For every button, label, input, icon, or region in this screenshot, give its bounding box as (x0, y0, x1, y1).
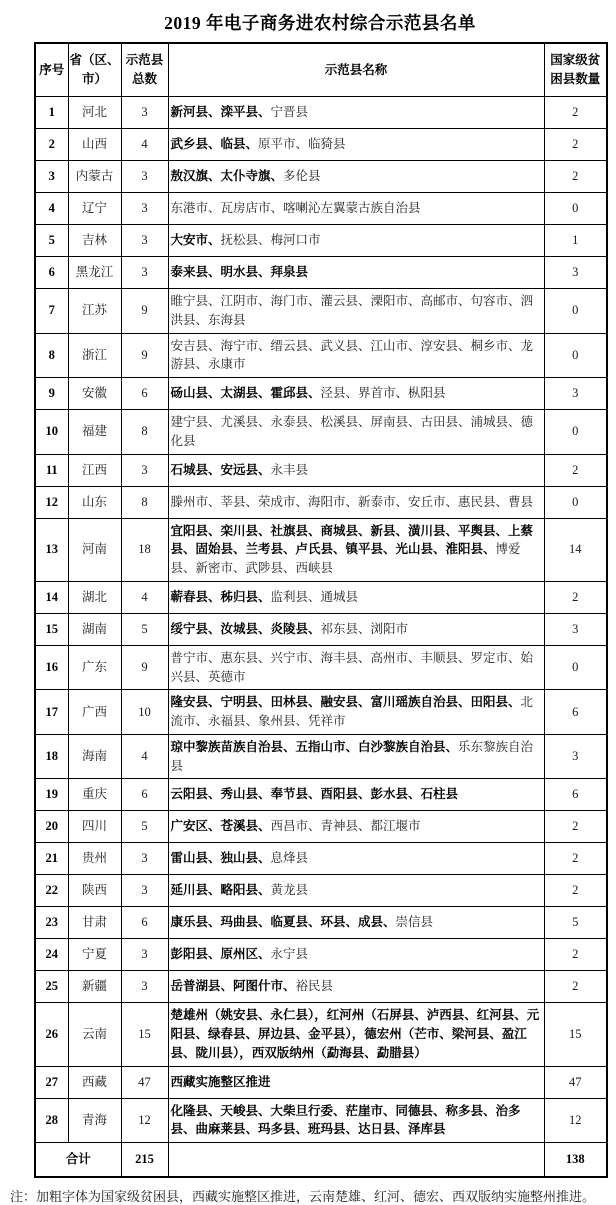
row-county-total: 3 (121, 875, 168, 907)
row-county-total: 9 (121, 645, 168, 690)
row-county-names (168, 939, 544, 971)
table-row (35, 129, 607, 161)
row-serial-number: 13 (35, 518, 68, 581)
row-county-names (168, 971, 544, 1003)
row-province: 甘肃 (68, 907, 121, 939)
header-poverty-count: 国家级贫困县数量 (544, 43, 607, 97)
table-row (35, 97, 607, 129)
row-county-names (168, 518, 544, 581)
row-county-total: 3 (121, 971, 168, 1003)
table-row (35, 161, 607, 193)
row-province: 浙江 (68, 333, 121, 378)
table-row (35, 779, 607, 811)
row-county-names (168, 1003, 544, 1066)
row-poverty-count: 6 (544, 690, 607, 735)
row-serial-number: 1 (35, 97, 68, 129)
regular-county-names: 西昌市、青神县、都江堰市 (270, 819, 421, 834)
row-province: 湖南 (68, 613, 121, 645)
row-poverty-count: 2 (544, 454, 607, 486)
row-poverty-count: 12 (544, 1098, 607, 1143)
demonstration-county-table (34, 42, 608, 1178)
row-poverty-count: 0 (544, 193, 607, 225)
row-serial-number: 5 (35, 225, 68, 257)
regular-county-names: 原平市、临猗县 (258, 137, 346, 152)
row-province: 贵州 (68, 843, 121, 875)
header-county-names: 示范县名称 (168, 43, 544, 97)
poverty-county-names: 广安区、苍溪县、 (170, 819, 271, 834)
poverty-county-names: 石城县、安远县、 (170, 462, 271, 477)
row-serial-number: 12 (35, 486, 68, 518)
row-poverty-count: 2 (544, 97, 607, 129)
row-province: 四川 (68, 811, 121, 843)
row-county-total: 8 (121, 410, 168, 455)
table-row (35, 486, 607, 518)
regular-county-names: 建宁县、尤溪县、永泰县、松溪县、屏南县、古田县、浦城县、德化县 (170, 415, 534, 448)
row-serial-number: 20 (35, 811, 68, 843)
row-province: 陕西 (68, 875, 121, 907)
table-row (35, 690, 607, 735)
table-row (35, 410, 607, 455)
table-row (35, 875, 607, 907)
row-province: 宁夏 (68, 939, 121, 971)
poverty-county-names: 延川县、略阳县、 (170, 883, 271, 898)
regular-county-names: 普宁市、惠东县、兴宁市、海丰县、高州市、丰顺县、罗定市、始兴县、英德市 (170, 650, 534, 684)
row-county-total: 47 (121, 1066, 168, 1098)
row-serial-number: 17 (35, 690, 68, 735)
poverty-county-names: 雷山县、独山县、 (170, 851, 271, 866)
table-row (35, 645, 607, 690)
row-province: 江西 (68, 454, 121, 486)
row-poverty-count: 1 (544, 225, 607, 257)
table-row (35, 225, 607, 257)
row-county-names (168, 454, 544, 486)
row-poverty-count: 0 (544, 645, 607, 690)
table-row (35, 518, 607, 581)
poverty-county-names: 彭阳县、原州区、 (170, 947, 271, 962)
table-row (35, 939, 607, 971)
row-county-total: 4 (121, 581, 168, 613)
row-county-total: 9 (121, 333, 168, 378)
row-county-names (168, 161, 544, 193)
regular-county-names: 北流市、永福县、象州县、凭祥市 (170, 695, 534, 728)
row-poverty-count: 2 (544, 971, 607, 1003)
row-serial-number: 4 (35, 193, 68, 225)
regular-county-names: 裕民县 (295, 979, 334, 994)
row-serial-number: 2 (35, 129, 68, 161)
row-county-names (168, 645, 544, 690)
row-county-total: 3 (121, 257, 168, 289)
row-province: 山东 (68, 486, 121, 518)
row-poverty-count: 47 (544, 1066, 607, 1098)
row-serial-number: 18 (35, 734, 68, 779)
row-county-names (168, 378, 544, 410)
row-county-total: 5 (121, 613, 168, 645)
table-row (35, 257, 607, 289)
row-county-names (168, 257, 544, 289)
row-county-total: 5 (121, 811, 168, 843)
summary-label: 合计 (35, 1143, 121, 1178)
row-serial-number: 11 (35, 454, 68, 486)
summary-poverty-count: 138 (544, 1143, 607, 1178)
poverty-county-names: 武乡县、临县、 (170, 137, 259, 152)
poverty-county-names: 楚雄州（姚安县、永仁县），红河州（石屏县、泸西县、红河县、元阳县、绿春县、屏边县、金平县），德宏州（芒市、梁河县、盈江县、陇川县），西双版纳州（勐海县、勐腊县） (170, 1008, 540, 1060)
row-serial-number: 15 (35, 613, 68, 645)
regular-county-names: 安吉县、海宁市、缙云县、武义县、江山市、淳安县、桐乡市、龙游县、永康市 (170, 338, 534, 372)
row-serial-number: 8 (35, 333, 68, 378)
table-header-row (35, 43, 607, 97)
row-county-names (168, 486, 544, 518)
row-county-names (168, 907, 544, 939)
regular-county-names: 滕州市、莘县、荣成市、海阳市、新泰市、安丘市、惠民县、曹县 (170, 494, 534, 509)
summary-total: 215 (121, 1143, 168, 1178)
regular-county-names: 多伦县 (283, 169, 321, 184)
row-province: 广西 (68, 690, 121, 735)
row-poverty-count: 2 (544, 811, 607, 843)
row-poverty-count: 0 (544, 486, 607, 518)
regular-county-names: 息烽县 (270, 851, 309, 866)
row-province: 安徽 (68, 378, 121, 410)
row-county-total: 3 (121, 193, 168, 225)
footnote: 注：加粗字体为国家级贫困县，西藏实施整区推进，云南楚雄、红河、德宏、西双版纳实施整州推进。 (10, 1189, 596, 1204)
poverty-county-names: 新河县、滦平县、 (170, 105, 271, 120)
row-county-total: 3 (121, 225, 168, 257)
header-county-total: 示范县总数 (121, 43, 168, 97)
row-county-total: 3 (121, 97, 168, 129)
row-serial-number: 9 (35, 378, 68, 410)
row-county-names (168, 225, 544, 257)
row-province: 福建 (68, 410, 121, 455)
table-row (35, 581, 607, 613)
summary-counties-empty (168, 1143, 544, 1178)
table-row (35, 193, 607, 225)
regular-county-names: 宁晋县 (270, 105, 309, 120)
row-serial-number: 21 (35, 843, 68, 875)
table-row (35, 378, 607, 410)
row-province: 云南 (68, 1003, 121, 1066)
row-serial-number: 14 (35, 581, 68, 613)
regular-county-names: 抚松县、梅河口市 (220, 233, 321, 248)
row-province: 江苏 (68, 289, 121, 334)
row-poverty-count: 14 (544, 518, 607, 581)
row-province: 吉林 (68, 225, 121, 257)
row-province: 广东 (68, 645, 121, 690)
table-row (35, 454, 607, 486)
row-province: 黑龙江 (68, 257, 121, 289)
table-row (35, 1098, 607, 1143)
row-county-names (168, 843, 544, 875)
row-county-names (168, 613, 544, 645)
row-province: 青海 (68, 1098, 121, 1143)
row-serial-number: 7 (35, 289, 68, 334)
row-province: 内蒙古 (68, 161, 121, 193)
row-poverty-count: 3 (544, 613, 607, 645)
row-county-total: 15 (121, 1003, 168, 1066)
row-poverty-count: 2 (544, 875, 607, 907)
regular-county-names: 博爱县、新密市、武陟县、西峡县 (170, 542, 521, 575)
regular-county-names: 泾县、界首市、枞阳县 (320, 386, 446, 401)
row-province: 辽宁 (68, 193, 121, 225)
row-serial-number: 28 (35, 1098, 68, 1143)
row-province: 西藏 (68, 1066, 121, 1098)
regular-county-names: 睢宁县、江阴市、海门市、灌云县、溧阳市、高邮市、句容市、泗洪县、东海县 (170, 294, 534, 327)
row-county-names (168, 690, 544, 735)
table-row (35, 289, 607, 334)
regular-county-names: 祁东县、浏阳市 (320, 621, 409, 636)
row-county-total: 8 (121, 486, 168, 518)
row-county-total: 18 (121, 518, 168, 581)
row-province: 湖北 (68, 581, 121, 613)
summary-row (35, 1143, 607, 1178)
table-row (35, 907, 607, 939)
row-county-total: 3 (121, 454, 168, 486)
row-county-total: 10 (121, 690, 168, 735)
poverty-county-names: 康乐县、玛曲县、临夏县、环县、成县、 (170, 915, 396, 930)
table-row (35, 843, 607, 875)
regular-county-names: 崇信县 (395, 915, 434, 930)
row-county-total: 3 (121, 161, 168, 193)
regular-county-names: 永宁县 (270, 947, 309, 962)
row-poverty-count: 6 (544, 779, 607, 811)
row-serial-number: 10 (35, 410, 68, 455)
row-county-names (168, 779, 544, 811)
row-county-total: 3 (121, 843, 168, 875)
poverty-county-names: 云阳县、秀山县、奉节县、酉阳县、彭水县、石柱县 (170, 787, 459, 802)
row-province: 海南 (68, 734, 121, 779)
poverty-county-names: 砀山县、太湖县、霍邱县、 (170, 386, 321, 401)
row-poverty-count: 3 (544, 378, 607, 410)
row-county-names (168, 811, 544, 843)
row-serial-number: 3 (35, 161, 68, 193)
row-poverty-count: 2 (544, 581, 607, 613)
row-county-names (168, 97, 544, 129)
row-poverty-count: 15 (544, 1003, 607, 1066)
poverty-county-names: 琼中黎族苗族自治县、五指山市、白沙黎族自治县、 (170, 739, 459, 754)
row-poverty-count: 2 (544, 843, 607, 875)
row-county-names (168, 333, 544, 378)
regular-county-names: 乐东黎族自治县 (170, 739, 534, 773)
table-row (35, 1066, 607, 1098)
row-county-total: 4 (121, 734, 168, 779)
row-county-total: 12 (121, 1098, 168, 1143)
row-county-total: 9 (121, 289, 168, 334)
row-province: 山西 (68, 129, 121, 161)
row-poverty-count: 2 (544, 939, 607, 971)
regular-county-names: 东港市、瓦房店市、喀喇沁左翼蒙古族自治县 (170, 201, 421, 216)
table-row (35, 1003, 607, 1066)
row-poverty-count: 5 (544, 907, 607, 939)
header-province: 省（区、市） (68, 43, 121, 97)
poverty-county-names: 泰来县、明水县、拜泉县 (170, 265, 309, 280)
row-poverty-count: 2 (544, 129, 607, 161)
row-serial-number: 22 (35, 875, 68, 907)
row-county-total: 6 (121, 378, 168, 410)
table-row (35, 811, 607, 843)
row-serial-number: 27 (35, 1066, 68, 1098)
row-serial-number: 24 (35, 939, 68, 971)
row-serial-number: 16 (35, 645, 68, 690)
row-province: 重庆 (68, 779, 121, 811)
row-county-total: 6 (121, 907, 168, 939)
regular-county-names: 黄龙县 (270, 883, 309, 898)
row-serial-number: 25 (35, 971, 68, 1003)
row-poverty-count: 3 (544, 257, 607, 289)
row-poverty-count: 3 (544, 734, 607, 779)
row-county-names (168, 581, 544, 613)
table-row (35, 613, 607, 645)
poverty-county-names: 蕲春县、秭归县、 (170, 589, 271, 604)
row-poverty-count: 2 (544, 161, 607, 193)
row-county-names (168, 289, 544, 334)
row-county-names (168, 193, 544, 225)
regular-county-names: 监利县、通城县 (270, 589, 359, 604)
row-poverty-count: 0 (544, 289, 607, 334)
row-county-names (168, 875, 544, 907)
poverty-county-names: 绥宁县、汝城县、炎陵县、 (170, 621, 321, 636)
page-title: 2019 年电子商务进农村综合示范县名单 (164, 13, 476, 33)
row-province: 河南 (68, 518, 121, 581)
row-county-names (168, 734, 544, 779)
row-county-total: 6 (121, 779, 168, 811)
row-county-names (168, 129, 544, 161)
row-serial-number: 6 (35, 257, 68, 289)
row-county-names (168, 1098, 544, 1143)
row-county-total: 3 (121, 939, 168, 971)
row-county-total: 4 (121, 129, 168, 161)
row-serial-number: 26 (35, 1003, 68, 1066)
poverty-county-names: 大安市、 (170, 233, 221, 248)
row-county-names (168, 410, 544, 455)
poverty-county-names: 岳普湖县、阿图什市、 (170, 979, 296, 994)
row-serial-number: 23 (35, 907, 68, 939)
regular-county-names: 永丰县 (270, 462, 309, 477)
poverty-county-names: 宜阳县、栾川县、社旗县、商城县、新县、潢川县、平舆县、上蔡县、固始县、兰考县、卢氏县、镇平县、光山县、淮阳县、 (170, 523, 534, 557)
table-row (35, 971, 607, 1003)
row-serial-number: 19 (35, 779, 68, 811)
row-poverty-count: 0 (544, 410, 607, 455)
row-poverty-count: 0 (544, 333, 607, 378)
poverty-county-names: 隆安县、宁明县、田林县、融安县、富川瑶族自治县、田阳县、 (170, 695, 521, 710)
row-province: 新疆 (68, 971, 121, 1003)
table-row (35, 333, 607, 378)
poverty-county-names: 敖汉旗、太仆寺旗、 (170, 169, 284, 184)
poverty-county-names: 化隆县、天峻县、大柴旦行委、茫崖市、同德县、称多县、治多县、曲麻莱县、玛多县、班玛县、达日县、泽库县 (170, 1103, 521, 1137)
header-serial-number: 序号 (35, 43, 68, 97)
table-row (35, 734, 607, 779)
poverty-county-names: 西藏实施整区推进 (170, 1074, 271, 1089)
row-province: 河北 (68, 97, 121, 129)
row-county-names (168, 1066, 544, 1098)
